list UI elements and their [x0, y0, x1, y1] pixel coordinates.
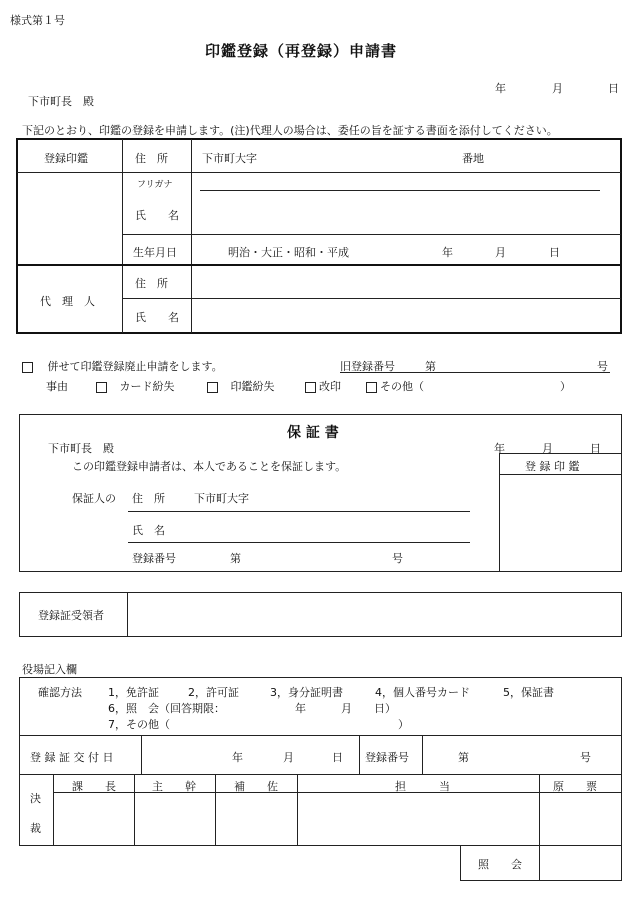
guarantee-day: 日: [590, 442, 601, 455]
guarantor-label: 保証人の: [72, 492, 116, 505]
guarantor-name-underline: [128, 542, 470, 543]
reason-other-close: ）: [560, 380, 571, 393]
agent-name-label: 氏 名: [135, 311, 179, 324]
confirm-label: 確認方法: [38, 686, 82, 699]
method-6-day: 日）: [374, 702, 396, 715]
receiver-label: 登録証受領者: [38, 609, 104, 622]
checkbox-icon[interactable]: [366, 382, 377, 393]
date-day: 日: [608, 82, 619, 95]
divider: [53, 775, 54, 845]
date-month: 月: [552, 82, 563, 95]
guarantee-seal-label: 登 録 印 鑑: [525, 460, 580, 473]
guarantor-reg-no-label: 登録番号: [132, 552, 176, 565]
office-reg-no-go: 号: [580, 751, 591, 764]
divider: [20, 735, 621, 736]
old-no-underline: [340, 372, 610, 373]
method-1: 1，免許証: [108, 686, 159, 699]
old-no-label: 旧登録番号: [340, 360, 395, 373]
birth-day: 日: [549, 246, 560, 259]
divider: [20, 774, 621, 775]
birth-year: 年: [442, 246, 453, 259]
approval-label-1: 決: [30, 792, 41, 805]
col-deputy: 補 佐: [234, 780, 278, 793]
intro-text: 下記のとおり、印鑑の登録を申請します。(注)代理人の場合は、委任の旨を証する書面を添付してください。: [22, 124, 558, 137]
method-6: 6，照 会（回答期限：: [108, 702, 225, 715]
guarantor-address-label: 住 所: [132, 492, 165, 505]
divider: [539, 775, 540, 845]
reason-label: 事由: [46, 380, 68, 393]
guarantor-reg-no-go: 号: [392, 552, 403, 565]
col-section-chief: 課 長: [72, 780, 116, 793]
method-7-close: ）: [398, 718, 409, 731]
checkbox-icon[interactable]: [22, 362, 33, 373]
reason-other[interactable]: その他（: [366, 378, 424, 394]
method-6-year: 年: [295, 702, 306, 715]
divider: [127, 593, 128, 636]
col-chief: 主 幹: [152, 780, 196, 793]
office-reg-no-label: 登録番号: [365, 751, 409, 764]
method-3: 3，身分証明書: [270, 686, 343, 699]
checkbox-icon[interactable]: [207, 382, 218, 393]
guarantee-addressee: 下市町長 殿: [48, 442, 114, 455]
receiver-box: [19, 592, 622, 637]
reason-change-seal[interactable]: 改印: [305, 378, 341, 394]
guarantee-statement: この印鑑登録申請者は、本人であることを保証します。: [72, 460, 347, 473]
date-year: 年: [495, 82, 506, 95]
era-options: 明治・大正・昭和・平成: [228, 246, 349, 259]
form-number: 様式第１号: [10, 14, 65, 27]
divider: [122, 234, 621, 235]
guarantor-address-value: 下市町大字: [194, 492, 249, 505]
addressee: 下市町長 殿: [28, 95, 94, 108]
method-4: 4，個人番号カード: [375, 686, 470, 699]
divider: [297, 775, 298, 845]
inquiry-label: 照 会: [478, 858, 522, 871]
divider: [141, 736, 142, 774]
divider: [191, 139, 192, 333]
guarantee-title: 保 証 書: [287, 425, 339, 441]
birth-label: 生年月日: [133, 246, 177, 259]
method-5: 5，保証書: [503, 686, 554, 699]
issue-month: 月: [283, 751, 294, 764]
checkbox-icon[interactable]: [305, 382, 316, 393]
office-section-label: 役場記入欄: [22, 663, 77, 676]
address-label: 住 所: [135, 152, 168, 165]
approval-label-2: 裁: [30, 822, 41, 835]
address-suffix: 番地: [462, 152, 484, 165]
divider: [17, 172, 621, 173]
reason-card-lost[interactable]: カード紛失: [96, 378, 175, 394]
reg-seal-label: 登録印鑑: [44, 152, 88, 165]
old-no-dai: 第: [425, 360, 436, 373]
issue-day: 日: [332, 751, 343, 764]
abolish-text: 併せて印鑑登録廃止申請をします。: [47, 360, 223, 373]
divider: [539, 846, 540, 880]
office-reg-no-dai: 第: [458, 751, 469, 764]
checkbox-icon[interactable]: [96, 382, 107, 393]
issue-date-label: 登 録 証 交 付 日: [30, 751, 114, 764]
name-label: 氏 名: [135, 209, 179, 222]
furigana-underline: [200, 190, 600, 191]
divider: [215, 775, 216, 845]
agent-label: 代 理 人: [40, 295, 95, 308]
issue-year: 年: [232, 751, 243, 764]
method-7: 7，その他（: [108, 718, 170, 731]
col-in-charge: 担 当: [395, 780, 450, 793]
method-6-month: 月: [341, 702, 352, 715]
address-prefix: 下市町大字: [202, 152, 257, 165]
birth-month: 月: [495, 246, 506, 259]
agent-address-label: 住 所: [135, 277, 168, 290]
guarantee-month: 月: [542, 442, 553, 455]
method-2: 2，許可証: [188, 686, 239, 699]
divider: [17, 264, 621, 266]
col-original: 原 票: [553, 780, 597, 793]
divider: [53, 792, 621, 793]
abolish-checkbox-row[interactable]: [22, 358, 223, 374]
page-title: 印鑑登録（再登録）申請書: [205, 42, 398, 60]
main-table: [16, 138, 622, 334]
old-no-go: 号: [597, 360, 608, 373]
guarantor-address-underline: [128, 511, 470, 512]
divider: [499, 474, 621, 475]
divider: [422, 736, 423, 774]
divider: [122, 298, 621, 299]
reason-seal-lost[interactable]: 印鑑紛失: [207, 378, 275, 394]
divider: [359, 736, 360, 774]
divider: [134, 775, 135, 845]
furigana-label: フリガナ: [137, 180, 173, 190]
guarantor-name-label: 氏 名: [132, 524, 165, 537]
guarantee-year: 年: [494, 442, 505, 455]
guarantor-reg-no-dai: 第: [230, 552, 241, 565]
divider: [122, 139, 123, 333]
